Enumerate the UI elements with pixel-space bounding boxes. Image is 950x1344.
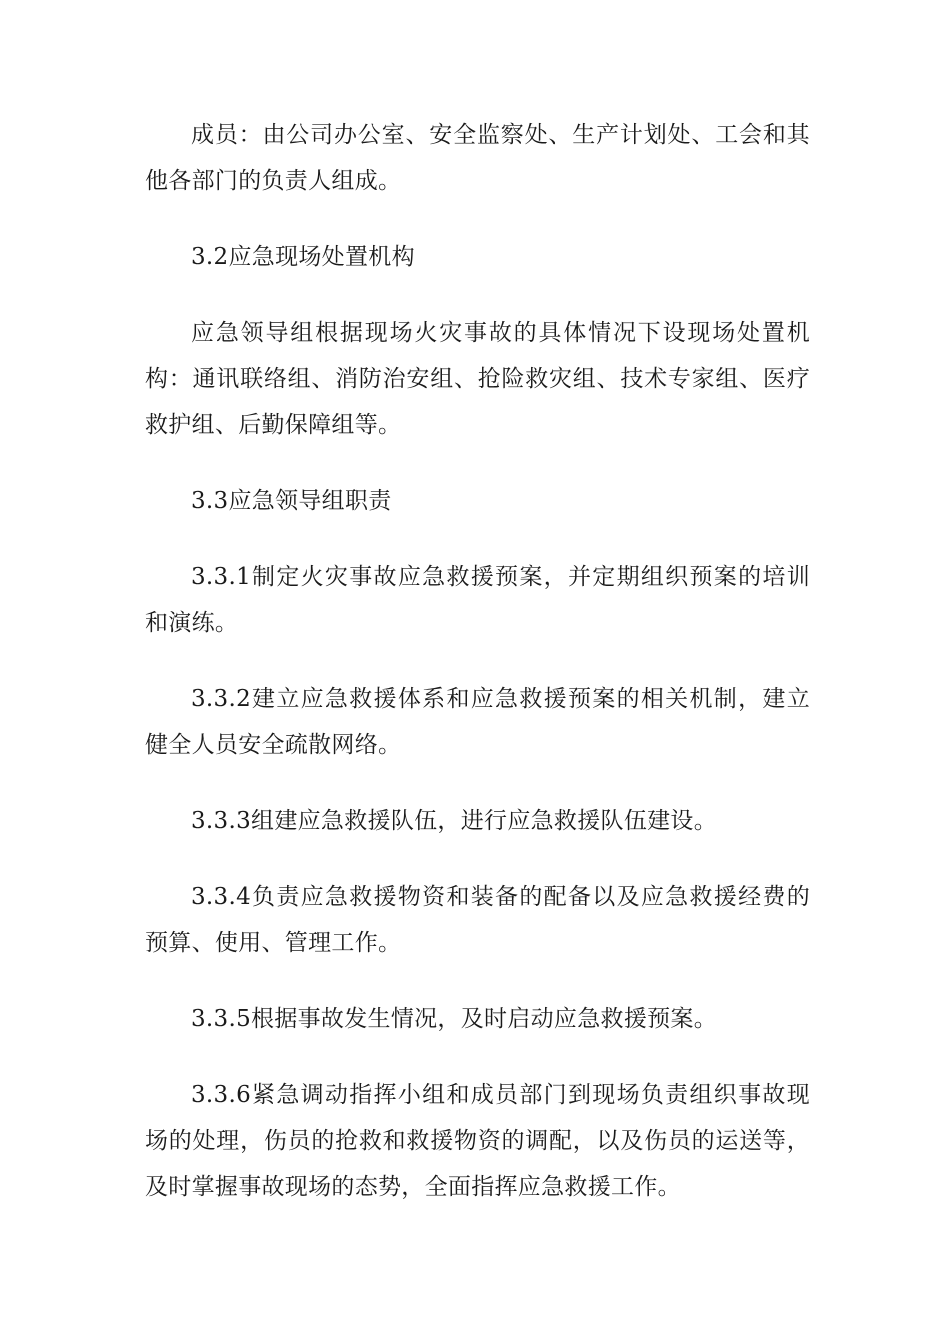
paragraph-3-3-1: 3.3.1制定火灾事故应急救援预案，并定期组织预案的培训和演练。 xyxy=(145,564,810,636)
heading-3-2: 3.2应急现场处置机构 xyxy=(191,244,415,270)
paragraph-3-3-6: 3.3.6紧急调动指挥小组和成员部门到现场负责组织事故现场的处理，伤员的抢救和救援物资的调配，以及伤员的运送等，及时掌握事故现场的态势，全面指挥应急救援工作。 xyxy=(145,1082,810,1200)
paragraph-3-3-5: 3.3.5根据事故发生情况，及时启动应急救援预案。 xyxy=(191,1006,718,1032)
paragraph-members: 成员：由公司办公室、安全监察处、生产计划处、工会和其他各部门的负责人组成。 xyxy=(145,122,810,194)
paragraph-field-organization: 应急领导组根据现场火灾事故的具体情况下设现场处置机构：通讯联络组、消防治安组、抢险救灾组、技术专家组、医疗救护组、后勤保障组等。 xyxy=(145,320,810,438)
paragraph-3-3-2: 3.3.2建立应急救援体系和应急救援预案的相关机制，建立健全人员安全疏散网络。 xyxy=(145,686,810,758)
document-page xyxy=(145,112,810,1210)
paragraph-3-3-4: 3.3.4负责应急救援物资和装备的配备以及应急救援经费的预算、使用、管理工作。 xyxy=(145,884,810,956)
heading-3-3: 3.3应急领导组职责 xyxy=(191,488,392,514)
paragraph-3-3-3: 3.3.3组建应急救援队伍，进行应急救援队伍建设。 xyxy=(191,808,718,834)
